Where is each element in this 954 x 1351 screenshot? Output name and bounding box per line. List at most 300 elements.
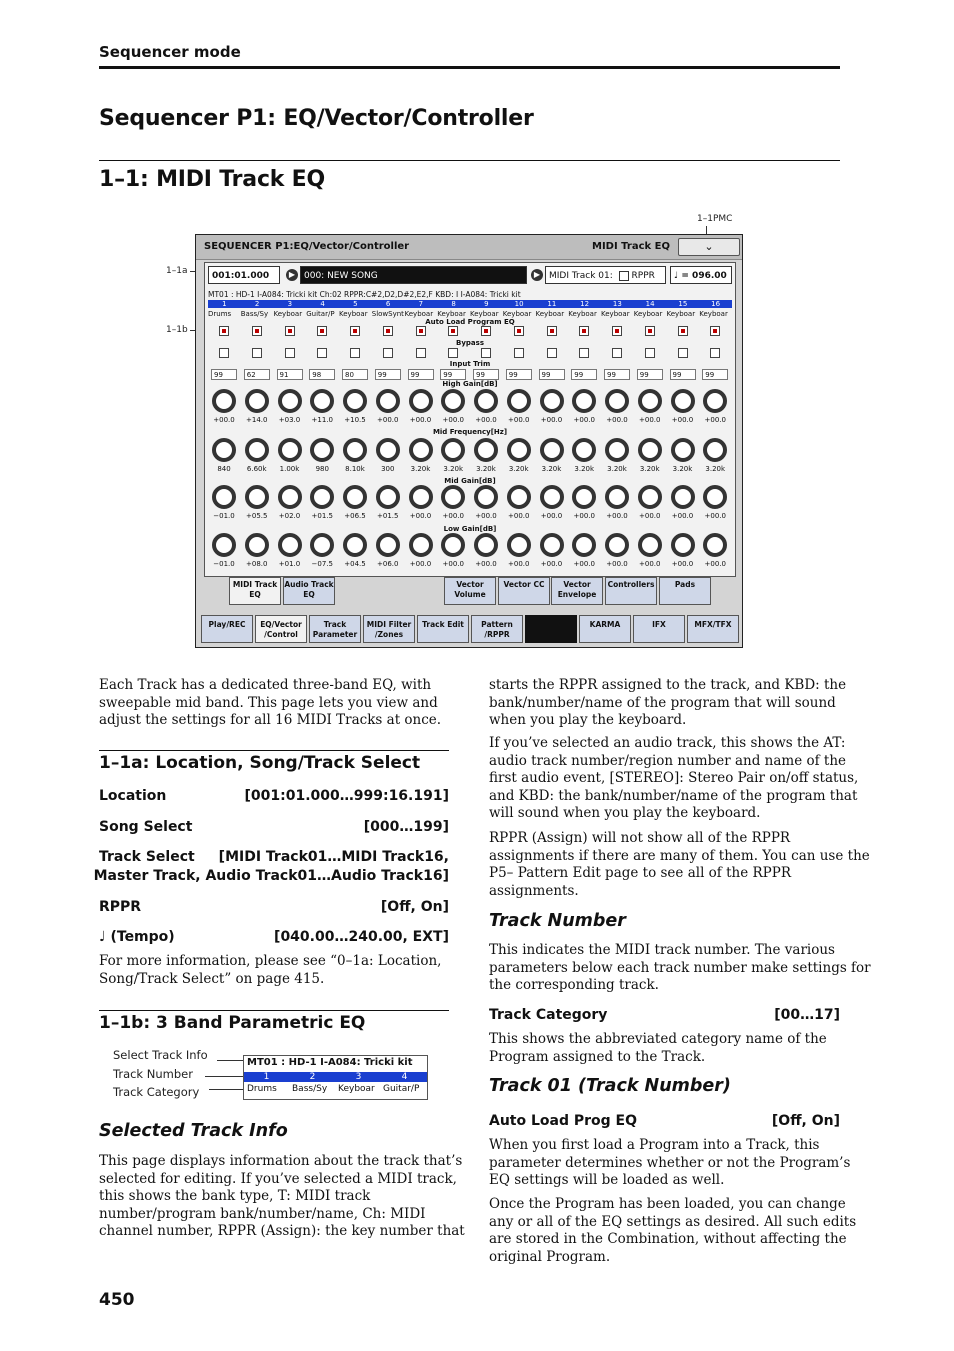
page-menu-button[interactable] <box>678 238 740 256</box>
row-label-mid-freq: Mid Frequency[Hz] <box>432 428 508 436</box>
track-number[interactable]: 10 <box>514 300 524 308</box>
track-select-arrow-icon[interactable]: ▶ <box>531 269 543 281</box>
input-trim-field[interactable]: 99 <box>211 369 237 380</box>
high-gain-value: +00.0 <box>573 416 595 424</box>
mid-freq-value: 3.20k <box>607 465 627 473</box>
track-select-label: MIDI Track 01: <box>549 271 613 281</box>
param-name: ♩ (Tempo) <box>99 929 175 945</box>
high-gain-knob[interactable] <box>638 389 662 413</box>
input-trim-field[interactable]: 98 <box>309 369 335 380</box>
track-number[interactable]: 6 <box>385 300 391 308</box>
low-gain-knob[interactable] <box>703 533 727 557</box>
track-number[interactable]: 8 <box>451 300 456 308</box>
mini-number: 1 <box>263 1072 270 1082</box>
lower-tab[interactable]: MIDI Filter /Zones <box>363 615 415 643</box>
high-gain-value: +00.0 <box>606 416 628 424</box>
high-gain-value: +00.0 <box>377 416 399 424</box>
high-gain-knob[interactable] <box>343 389 367 413</box>
mid-gain-value: +00.0 <box>409 512 432 520</box>
param-range: [Off, On] <box>771 1113 840 1129</box>
low-gain-value: +00.0 <box>704 560 726 568</box>
high-gain-value: +11.0 <box>311 416 333 424</box>
location-bar <box>208 266 732 286</box>
low-gain-knob[interactable] <box>540 533 564 557</box>
mid-freq-knob[interactable] <box>343 438 367 462</box>
bypass-checkbox[interactable] <box>350 348 360 358</box>
track-number[interactable]: 16 <box>711 300 721 308</box>
mid-freq-knob[interactable] <box>212 438 236 462</box>
row-label-input-trim: Input Trim <box>449 360 491 368</box>
track-category: SlowSynt <box>371 310 404 318</box>
mid-gain-knob[interactable] <box>310 485 334 509</box>
page-title: Sequencer P1: EQ/Vector/Controller <box>99 106 534 131</box>
mid-gain-knob[interactable] <box>278 485 302 509</box>
right-paragraph-6 <box>489 1137 850 1190</box>
high-gain-value: +00.0 <box>540 416 563 424</box>
text-line: this shows the bank type, T: MIDI track <box>99 1188 371 1205</box>
text-line: when you play the keyboard. <box>489 712 687 729</box>
mini-label-track-category: Track Category <box>113 1085 200 1099</box>
selected-track-info: MT01 : HD-1 I-A084: Tricki kit Ch:02 RPPR:C#2,D2,D#2,E2,F KBD: I I-A084: Tricki kit <box>208 290 521 299</box>
auto-load-checkbox[interactable] <box>514 326 524 336</box>
high-gain-knob[interactable] <box>572 389 596 413</box>
input-trim-field[interactable]: 99 <box>375 369 401 380</box>
upper-tab[interactable]: Vector Envelope <box>551 577 603 605</box>
bypass-checkbox[interactable] <box>547 348 557 358</box>
input-trim-field[interactable]: 99 <box>539 369 565 380</box>
high-gain-knob[interactable] <box>605 389 629 413</box>
mid-freq-knob[interactable] <box>572 438 596 462</box>
mini-line-1 <box>217 1060 243 1061</box>
mid-freq-value: 3.20k <box>672 465 693 473</box>
track-category: Keyboar <box>404 310 434 318</box>
high-gain-value: +00.0 <box>213 416 235 424</box>
right-paragraph-2 <box>489 735 858 823</box>
rppr-checkbox[interactable] <box>619 271 629 281</box>
auto-load-checkbox[interactable] <box>252 326 262 336</box>
text-line: original Program. <box>489 1248 611 1265</box>
mid-freq-value: 3.20k <box>705 465 726 473</box>
mid-gain-knob[interactable] <box>376 485 400 509</box>
text-line: This indicates the MIDI track number. The various <box>489 942 835 958</box>
track-number[interactable]: 12 <box>580 300 590 308</box>
upper-tab[interactable]: Controllers <box>605 577 657 605</box>
bypass-checkbox[interactable] <box>252 348 262 358</box>
text-line: assignments. <box>489 882 579 899</box>
high-gain-value: +00.0 <box>671 416 694 424</box>
text-line: This shows the abbreviated category name of the <box>489 1031 827 1047</box>
low-gain-knob[interactable] <box>572 533 596 557</box>
auto-load-checkbox[interactable] <box>416 326 426 336</box>
bypass-checkbox[interactable] <box>383 348 393 358</box>
lower-tab[interactable]: IFX <box>633 615 685 643</box>
track-number[interactable]: 7 <box>418 300 424 308</box>
high-gain-knob[interactable] <box>474 389 498 413</box>
mini-number: 2 <box>309 1072 316 1082</box>
low-gain-value: +00.0 <box>671 560 694 568</box>
mid-gain-value: +00.0 <box>573 512 595 520</box>
low-gain-knob[interactable] <box>343 533 367 557</box>
low-gain-value: +00.0 <box>508 560 530 568</box>
low-gain-knob[interactable] <box>638 533 662 557</box>
low-gain-value: −01.0 <box>213 560 235 568</box>
song-select-arrow-icon[interactable]: ▶ <box>286 269 298 281</box>
auto-load-checkbox[interactable] <box>317 326 327 336</box>
intro-line: Each Track has a dedicated three-band EQ, with <box>99 677 432 693</box>
mid-freq-knob[interactable] <box>638 438 662 462</box>
callout-1b: 1–1b <box>166 325 188 335</box>
mini-category: Keyboar <box>338 1084 375 1094</box>
mid-freq-knob[interactable] <box>310 438 334 462</box>
low-gain-value: +01.0 <box>278 560 301 568</box>
mid-gain-value: +05.5 <box>246 512 268 520</box>
high-gain-knob[interactable] <box>310 389 334 413</box>
lower-tab[interactable]: MFX/TFX <box>687 615 739 643</box>
mini-line-2 <box>205 1076 243 1077</box>
track-number[interactable]: 5 <box>353 300 358 308</box>
mid-gain-knob[interactable] <box>212 485 236 509</box>
low-gain-knob[interactable] <box>409 533 433 557</box>
track-select-field[interactable] <box>545 266 666 284</box>
param-range: [000…199] <box>363 819 449 835</box>
right-paragraph-1 <box>489 677 846 730</box>
bypass-checkbox[interactable] <box>448 348 458 358</box>
auto-load-checkbox[interactable] <box>285 326 295 336</box>
heading-track-number: Track Number <box>489 911 626 931</box>
track-number[interactable]: 4 <box>320 300 325 308</box>
upper-tab[interactable]: Vector Volume <box>444 577 496 605</box>
input-trim-field[interactable]: 99 <box>440 369 466 380</box>
text-line: channel number, RPPR (Assign): the key number that <box>99 1223 465 1240</box>
track-category: Guitar/P <box>306 310 335 318</box>
auto-load-checkbox[interactable] <box>612 326 622 336</box>
track-category: Keyboar <box>568 310 597 318</box>
param-range: Master Track, Audio Track01…Audio Track16] <box>93 868 449 884</box>
input-trim-field[interactable]: 99 <box>604 369 630 380</box>
mid-freq-value: 300 <box>381 465 395 473</box>
lower-tab <box>525 615 577 643</box>
low-gain-knob[interactable] <box>310 533 334 557</box>
track-category: Keyboar <box>470 310 499 318</box>
input-trim-field[interactable]: 99 <box>702 369 728 380</box>
mid-gain-knob[interactable] <box>441 485 465 509</box>
mid-freq-knob[interactable] <box>245 438 269 462</box>
param-track-category <box>489 1007 840 1023</box>
auto-load-checkbox[interactable] <box>678 326 688 336</box>
auto-load-checkbox[interactable] <box>710 326 720 336</box>
mid-gain-knob[interactable] <box>572 485 596 509</box>
mini-category: Drums <box>247 1084 277 1094</box>
low-gain-knob[interactable] <box>474 533 498 557</box>
bypass-checkbox[interactable] <box>612 348 622 358</box>
track-number[interactable]: 14 <box>645 300 655 308</box>
text-line: parameter determines whether or not the Program’s <box>489 1154 851 1171</box>
mid-freq-value: 3.20k <box>410 465 431 473</box>
param-location <box>99 788 449 804</box>
input-trim-field[interactable]: 99 <box>408 369 434 380</box>
mid-gain-knob[interactable] <box>540 485 564 509</box>
bypass-checkbox[interactable] <box>481 348 491 358</box>
low-gain-value: +00.0 <box>540 560 563 568</box>
param-range: [MIDI Track01…MIDI Track16, <box>218 849 449 865</box>
section-rule <box>99 160 840 161</box>
auto-load-checkbox[interactable] <box>219 326 229 336</box>
track-category: Keyboar <box>601 310 630 318</box>
header-rule <box>99 66 840 69</box>
right-paragraph-3 <box>489 830 870 900</box>
high-gain-knob[interactable] <box>703 389 727 413</box>
text-line: RPPR (Assign) will not show all of the RPPR <box>489 830 791 846</box>
chevron-down-icon: ⌄ <box>704 240 714 253</box>
auto-load-checkbox[interactable] <box>547 326 557 336</box>
track-number[interactable]: 2 <box>254 300 260 308</box>
low-gain-knob[interactable] <box>671 533 695 557</box>
track-number[interactable]: 11 <box>547 300 557 308</box>
lower-tab[interactable]: KARMA <box>579 615 631 643</box>
mini-category: Bass/Sy <box>292 1084 328 1094</box>
mid-gain-value: +00.0 <box>508 512 530 520</box>
auto-load-checkbox[interactable] <box>350 326 360 336</box>
text-line: starts the RPPR assigned to the track, and KBD: the <box>489 677 847 693</box>
lower-tab[interactable]: Track Parameter <box>309 615 361 643</box>
page-number: 450 <box>99 1290 135 1310</box>
track-category: Keyboar <box>437 310 466 318</box>
auto-load-checkbox[interactable] <box>645 326 655 336</box>
row-label-mid-gain: Mid Gain[dB] <box>444 477 496 485</box>
bypass-checkbox[interactable] <box>219 348 229 358</box>
track-category: Keyboar <box>699 310 728 318</box>
text-line: any or all of the EQ settings as desired. All such edits <box>489 1213 857 1230</box>
selected-paragraph <box>99 1153 465 1241</box>
upper-tab[interactable]: Pads <box>659 577 711 605</box>
text-line: and KBD: the bank/number/name of the program that <box>489 787 858 804</box>
mid-gain-knob[interactable] <box>638 485 662 509</box>
h1b-rule <box>99 1010 449 1011</box>
track-number[interactable]: 3 <box>287 300 293 308</box>
bypass-checkbox[interactable] <box>678 348 688 358</box>
mid-freq-knob[interactable] <box>474 438 498 462</box>
heading-selected-track-info: Selected Track Info <box>99 1121 288 1141</box>
low-gain-value: +00.0 <box>442 560 464 568</box>
bypass-checkbox[interactable] <box>317 348 327 358</box>
mid-gain-value: +00.0 <box>671 512 694 520</box>
mid-freq-value: 1.00k <box>279 465 300 473</box>
mid-freq-knob[interactable] <box>441 438 465 462</box>
param-range: [001:01.000…999:16.191] <box>244 788 449 804</box>
low-gain-knob[interactable] <box>245 533 269 557</box>
upper-tab[interactable]: Vector CC <box>498 577 550 605</box>
mid-gain-knob[interactable] <box>409 485 433 509</box>
input-trim-field[interactable]: 91 <box>277 369 303 380</box>
param-name: Location <box>99 788 167 804</box>
high-gain-knob[interactable] <box>671 389 695 413</box>
mid-freq-knob[interactable] <box>376 438 400 462</box>
intro-paragraph <box>99 677 441 730</box>
mini-info: MT01 : HD-1 I-A084: Tricki kit <box>247 1057 413 1068</box>
high-gain-knob[interactable] <box>409 389 433 413</box>
high-gain-knob[interactable] <box>376 389 400 413</box>
mid-gain-knob[interactable] <box>703 485 727 509</box>
mid-freq-knob[interactable] <box>605 438 629 462</box>
mid-freq-value: 3.20k <box>639 465 660 473</box>
high-gain-knob[interactable] <box>441 389 465 413</box>
row-label-auto-load: Auto Load Program EQ <box>425 318 515 326</box>
mid-gain-knob[interactable] <box>474 485 498 509</box>
text-line: EQ settings will be loaded as well. <box>489 1172 725 1189</box>
low-gain-knob[interactable] <box>376 533 400 557</box>
input-trim-field[interactable]: 99 <box>571 369 597 380</box>
right-paragraph-5 <box>489 1031 827 1066</box>
text-line: selected for editing. If you’ve selected a MIDI track, <box>99 1170 457 1187</box>
auto-load-checkbox[interactable] <box>481 326 491 336</box>
text-line: are stored in the Combination, without affecting the <box>489 1231 847 1248</box>
mid-freq-value: 8.10k <box>345 465 365 473</box>
high-gain-knob[interactable] <box>212 389 236 413</box>
tempo-field[interactable]: ♩ = 096.00 <box>670 266 732 284</box>
bypass-checkbox[interactable] <box>285 348 295 358</box>
low-gain-knob[interactable] <box>605 533 629 557</box>
text-line: assignments if there are many of them. You can use the <box>489 847 870 864</box>
low-gain-value: −07.5 <box>311 560 333 568</box>
high-gain-value: +03.0 <box>278 416 301 424</box>
mid-freq-value: 3.20k <box>476 465 496 473</box>
text-line: the corresponding track. <box>489 977 659 994</box>
mid-gain-knob[interactable] <box>605 485 629 509</box>
mid-freq-knob[interactable] <box>703 438 727 462</box>
param-track-select <box>99 849 449 865</box>
high-gain-value: +00.0 <box>409 416 432 424</box>
row-label-bypass: Bypass <box>456 339 484 347</box>
input-trim-field[interactable]: 99 <box>637 369 663 380</box>
lower-tab[interactable]: Pattern /RPPR <box>471 615 523 643</box>
mid-gain-knob[interactable] <box>343 485 367 509</box>
text-line: This page displays information about the track that’s <box>99 1153 463 1169</box>
lower-tab[interactable]: Play/REC <box>201 615 253 643</box>
auto-load-checkbox[interactable] <box>383 326 393 336</box>
bypass-checkbox[interactable] <box>514 348 524 358</box>
bypass-checkbox[interactable] <box>416 348 426 358</box>
track-number[interactable]: 9 <box>484 300 489 308</box>
mid-gain-value: +01.5 <box>311 512 333 520</box>
intro-line: sweepable mid band. This page lets you view and <box>99 694 438 711</box>
bypass-checkbox[interactable] <box>579 348 589 358</box>
input-trim-field[interactable]: 80 <box>342 369 368 380</box>
text-line: P5– Pattern Edit page to see all of the RPPR <box>489 865 791 882</box>
param-name: RPPR <box>99 899 142 915</box>
track-number[interactable]: 13 <box>612 300 622 308</box>
text-line: parameters below each track number make settings for <box>489 959 871 976</box>
mid-gain-value: −01.0 <box>213 512 235 520</box>
mid-gain-knob[interactable] <box>671 485 695 509</box>
mini-line-3 <box>209 1089 243 1090</box>
low-gain-knob[interactable] <box>441 533 465 557</box>
screen-title: SEQUENCER P1:EQ/Vector/Controller <box>204 241 410 252</box>
mid-gain-value: +02.0 <box>278 512 301 520</box>
bypass-checkbox[interactable] <box>710 348 720 358</box>
low-gain-knob[interactable] <box>507 533 531 557</box>
param-name: Track Select <box>99 849 195 865</box>
low-gain-knob[interactable] <box>278 533 302 557</box>
high-gain-knob[interactable] <box>278 389 302 413</box>
mid-gain-value: +01.5 <box>377 512 399 520</box>
track-category: Keyboar <box>339 310 368 318</box>
upper-tab[interactable]: MIDI Track EQ <box>229 577 281 605</box>
right-paragraph-7 <box>489 1196 856 1266</box>
heading-track-01: Track 01 (Track Number) <box>489 1076 731 1096</box>
mid-freq-knob[interactable] <box>540 438 564 462</box>
high-gain-knob[interactable] <box>540 389 564 413</box>
mini-label-track-number: Track Number <box>113 1067 193 1081</box>
high-gain-knob[interactable] <box>507 389 531 413</box>
mid-freq-value: 6.60k <box>246 465 267 473</box>
low-gain-knob[interactable] <box>212 533 236 557</box>
mid-gain-value: +00.0 <box>606 512 628 520</box>
text-line: number/program bank/number/name, Ch: MIDI <box>99 1205 426 1222</box>
lower-tab[interactable]: EQ/Vector /Control <box>255 615 307 643</box>
param-name: Auto Load Prog EQ <box>489 1113 638 1129</box>
heading-1-1b: 1–1b: 3 Band Parametric EQ <box>99 1013 366 1033</box>
input-trim-field[interactable]: 99 <box>506 369 532 380</box>
track-number[interactable]: 15 <box>678 300 688 308</box>
high-gain-value: +10.5 <box>344 416 366 424</box>
song-select-field[interactable]: 000: NEW SONG <box>300 266 527 284</box>
high-gain-value: +00.0 <box>442 416 464 424</box>
screen-panel <box>195 234 743 648</box>
low-gain-value: +00.0 <box>409 560 432 568</box>
text-line: For more information, please see “0–1a: Location, <box>99 953 442 969</box>
bypass-checkbox[interactable] <box>645 348 655 358</box>
heading-1-1a: 1–1a: Location, Song/Track Select <box>99 753 421 773</box>
track-category: Keyboar <box>273 310 303 318</box>
text-line: When you first load a Program into a Track, this <box>489 1137 820 1153</box>
upper-tab[interactable]: Audio Track EQ <box>283 577 335 605</box>
intro-line: adjust the settings for all 16 MIDI Tracks at once. <box>99 712 442 729</box>
input-trim-field[interactable]: 99 <box>670 369 696 380</box>
low-gain-value: +00.0 <box>573 560 595 568</box>
right-paragraph-4 <box>489 942 871 995</box>
mid-freq-knob[interactable] <box>409 438 433 462</box>
track-number-row <box>208 300 732 308</box>
mid-gain-value: +00.0 <box>475 512 497 520</box>
track-number[interactable]: 1 <box>222 300 227 308</box>
mini-number-bar <box>244 1072 427 1082</box>
mid-freq-value: 3.20k <box>443 465 464 473</box>
mid-freq-value: 3.20k <box>508 465 529 473</box>
mid-gain-value: +06.5 <box>344 512 366 520</box>
mid-freq-knob[interactable] <box>507 438 531 462</box>
input-trim-field[interactable]: 99 <box>473 369 499 380</box>
high-gain-knob[interactable] <box>245 389 269 413</box>
h1a-rule <box>99 750 449 751</box>
mid-gain-knob[interactable] <box>507 485 531 509</box>
auto-load-checkbox[interactable] <box>579 326 589 336</box>
input-trim-field[interactable]: 62 <box>244 369 270 380</box>
param-tempo <box>99 929 449 945</box>
row-label-low-gain: Low Gain[dB] <box>443 525 497 533</box>
mid-freq-knob[interactable] <box>278 438 302 462</box>
high-gain-value: +00.0 <box>704 416 726 424</box>
text-line: Once the Program has been loaded, you can change <box>489 1196 846 1212</box>
track-category: Drums <box>208 310 232 318</box>
mid-freq-knob[interactable] <box>671 438 695 462</box>
low-gain-value: +04.5 <box>344 560 366 568</box>
location-field[interactable]: 001:01.000 <box>208 266 280 284</box>
auto-load-checkbox[interactable] <box>448 326 458 336</box>
lower-tab[interactable]: Track Edit <box>417 615 469 643</box>
eq-page-area <box>204 262 736 577</box>
mid-gain-value: +00.0 <box>704 512 726 520</box>
mid-gain-knob[interactable] <box>245 485 269 509</box>
